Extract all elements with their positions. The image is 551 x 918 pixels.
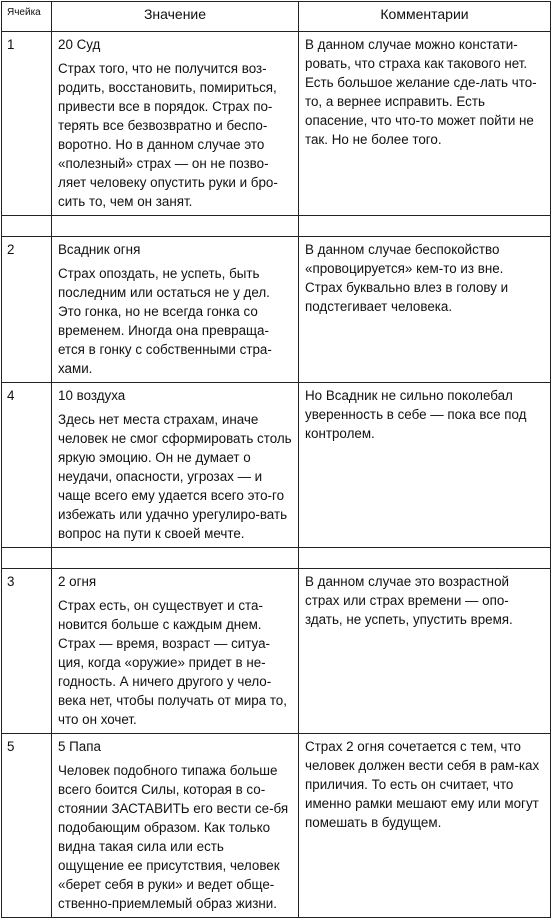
card-title: 2 огня xyxy=(58,574,97,589)
cell-number: 3 xyxy=(2,569,52,734)
card-title: 20 Суд xyxy=(58,37,101,52)
meaning-text: Человек подобного типажа больше всего боится Силы, которая в со-стоянии ЗАСТАВИТЬ его вести се-бя подобающим образом. Как только видна такая сила или есть ощущение ее присутствия, человек «берет себя в руки» и ведет обще-ственно-приемлемый образ жизни. xyxy=(58,763,289,911)
comment-cell: Но Всадник не сильно поколебал уверенность в себе — пока все под контролем. xyxy=(299,383,551,548)
meaning-cell xyxy=(52,237,299,383)
table-row xyxy=(2,32,551,216)
header-comment: Комментарии xyxy=(299,2,551,32)
fear-table xyxy=(1,1,551,918)
header-meaning: Значение xyxy=(52,2,299,32)
cell-number: 4 xyxy=(2,383,52,548)
meaning-text: Страх есть, он существует и ста-новится больше с каждым днем. Страх — время, возраст — ситуа-ция, когда «оружие» придет в не-годность. А ничего другого у чело-века нет, чтобы получать от мира то, что он хочет. xyxy=(58,598,287,727)
card-title: 5 Папа xyxy=(58,739,101,754)
separator-row xyxy=(2,216,551,237)
meaning-text: Здесь нет места страхам, иначе человек не смог сформировать столь яркую эмоцию. Он не думает о неудачи, опасности, угрозах — и чаще всего ему удается всего это-го избежать или удачно урегулиро-вать вопрос на пути к своей мечте. xyxy=(58,412,292,541)
header-cell-number: Ячейка xyxy=(2,2,52,32)
cell-number: 1 xyxy=(2,32,52,216)
meaning-cell xyxy=(52,734,299,918)
card-title: 10 воздуха xyxy=(58,388,126,403)
table-row xyxy=(2,237,551,383)
comment-cell: В данном случае это возрастной страх или страх времени — опо-здать, не успеть, упустить время. xyxy=(299,569,551,734)
meaning-cell xyxy=(52,383,299,548)
table-row xyxy=(2,383,551,548)
meaning-cell xyxy=(52,32,299,216)
comment-cell: Страх 2 огня сочетается с тем, что человек должен вести себя в рам-ках приличия. То есть он считает, что именно рамки мешают ему или могут помешать в будущем. xyxy=(299,734,551,918)
cell-number: 2 xyxy=(2,237,52,383)
table-row xyxy=(2,734,551,918)
card-title: Всадник огня xyxy=(58,242,141,257)
comment-cell: В данном случае беспокойство «провоцируется» кем-то из вне. Страх буквально влез в голову и подстегивает человека. xyxy=(299,237,551,383)
table-row xyxy=(2,569,551,734)
comment-cell: В данном случае можно констати-ровать, что страха как такового нет. Есть большое желание сде-лать что-то, а вернее исправить. Есть опасение, что что-то может пойти не так. Но не более того. xyxy=(299,32,551,216)
meaning-cell xyxy=(52,569,299,734)
meaning-text: Страх опоздать, не успеть, быть последним или остаться не у дел. Это гонка, но не всегда гонка со временем. Иногда она превраща-ется в гонку с собственными стра-хами. xyxy=(58,266,272,376)
cell-number: 5 xyxy=(2,734,52,918)
meaning-text: Страх того, что не получится воз-родить, восстановить, помириться, привести все в порядок. Страх по-терять все безвозвратно и беспо-воротно. Но в данном случае это «полезный» страх — он не позво-ляет человеку опустить руки и бро-сить то, чем он занят. xyxy=(58,61,278,209)
table-header-row xyxy=(2,2,551,32)
separator-row xyxy=(2,548,551,569)
